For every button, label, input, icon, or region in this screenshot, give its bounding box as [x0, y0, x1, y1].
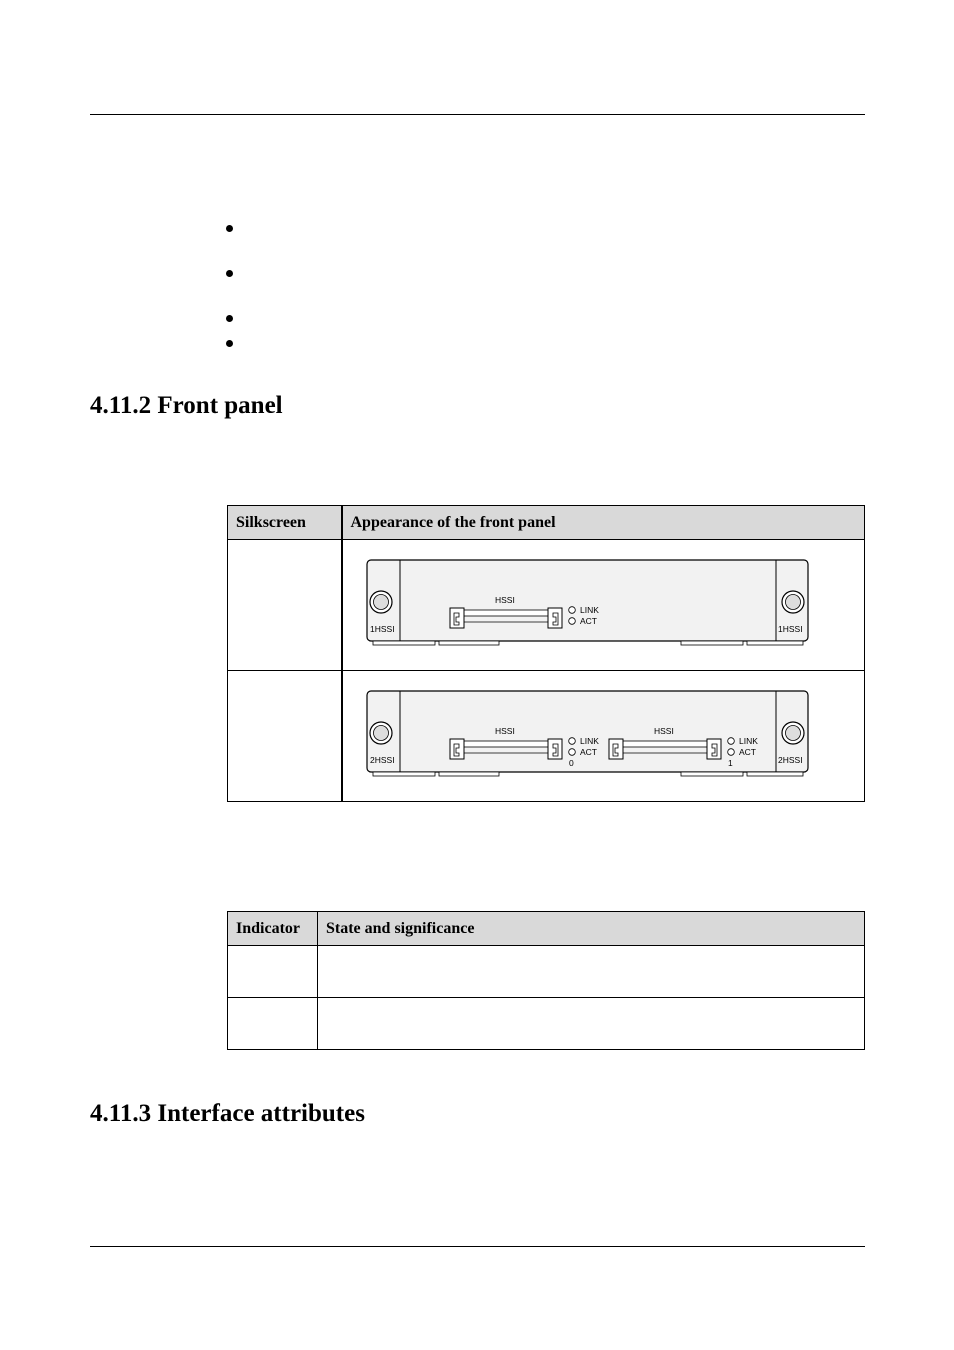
- front-panel-2hssi-drawing: [343, 671, 864, 796]
- indicator-table: [227, 911, 865, 1050]
- column-header-indicator: Indicator: [228, 912, 318, 946]
- led-act-icon: [568, 749, 575, 756]
- table-row: [228, 540, 865, 671]
- panel-image-cell: [342, 540, 865, 671]
- front-panel-table: [227, 505, 865, 802]
- table-row: [228, 946, 865, 998]
- screw-left-icon: [370, 591, 392, 613]
- led-link-icon: [568, 607, 575, 614]
- bullet-point: [226, 225, 233, 232]
- section-heading-front-panel: 4.11.2 Front panel: [90, 392, 283, 419]
- silkscreen-left-label: 2HSSI: [369, 755, 395, 765]
- table-row: [228, 998, 865, 1050]
- silkscreen-right-label: 2HSSI: [777, 755, 803, 765]
- silkscreen-left-label: 1HSSI: [369, 624, 395, 634]
- indicator-cell: [228, 946, 318, 998]
- silkscreen-cell: [228, 671, 342, 802]
- silkscreen-cell: [228, 540, 342, 671]
- led-act-label: ACT: [579, 747, 597, 757]
- port-index-label: 1: [727, 758, 733, 768]
- led-link-label: LINK: [738, 736, 758, 746]
- led-link-label: LINK: [579, 736, 599, 746]
- state-cell: [318, 998, 865, 1050]
- screw-right-icon: [782, 722, 804, 744]
- column-header-state: State and significance: [318, 912, 865, 946]
- screw-right-icon: [782, 591, 804, 613]
- panel-image-cell: [342, 671, 865, 802]
- led-act-label: ACT: [738, 747, 756, 757]
- state-cell: [318, 946, 865, 998]
- port-label: HSSI: [494, 726, 515, 736]
- header-rule: [90, 114, 865, 115]
- bullet-point: [226, 340, 233, 347]
- footer-rule: [90, 1246, 865, 1247]
- led-link-label: LINK: [579, 605, 599, 615]
- front-panel-1hssi-drawing: [343, 540, 864, 665]
- led-act-label: ACT: [579, 616, 597, 626]
- port-index-label: 0: [568, 758, 574, 768]
- silkscreen-right-label: 1HSSI: [777, 624, 803, 634]
- led-link-icon: [727, 738, 734, 745]
- led-link-icon: [568, 738, 575, 745]
- port-label: HSSI: [494, 595, 515, 605]
- panel-plate: [367, 691, 808, 772]
- bullet-point: [226, 315, 233, 322]
- led-act-icon: [568, 618, 575, 625]
- screw-left-icon: [370, 722, 392, 744]
- table-header-row: [228, 912, 865, 946]
- led-act-icon: [727, 749, 734, 756]
- table-header-row: [228, 506, 865, 540]
- table-row: [228, 671, 865, 802]
- panel-plate: [367, 560, 808, 641]
- column-header-appearance: Appearance of the front panel: [342, 506, 865, 540]
- section-heading-interface-attributes: 4.11.3 Interface attributes: [90, 1100, 365, 1127]
- bullet-point: [226, 270, 233, 277]
- indicator-cell: [228, 998, 318, 1050]
- port-label: HSSI: [653, 726, 674, 736]
- column-header-silkscreen: Silkscreen: [228, 506, 342, 540]
